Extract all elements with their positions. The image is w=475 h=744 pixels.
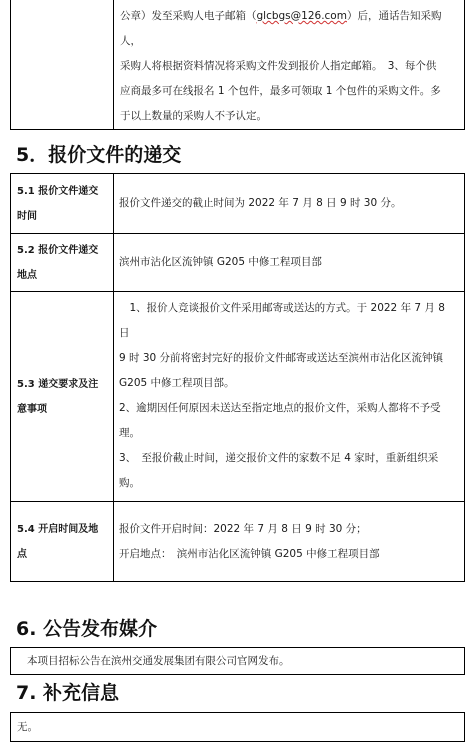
row-label-cell xyxy=(11,502,114,582)
section-7-heading: 7. 补充信息 xyxy=(16,682,120,704)
top-line-1a: 公章）发至采购人电子邮箱（ xyxy=(120,10,257,22)
row-value-line: 报价文件递交的截止时间为 2022 年 7 月 8 日 9 时 30 分。 xyxy=(119,197,402,209)
top-line-1b: ）后，通话告知采购人， xyxy=(120,10,442,47)
row-label-line2: 意事项 xyxy=(17,403,47,415)
section-6-cell xyxy=(11,648,465,675)
top-line-4: 于以上数量的采购人不予认定。 xyxy=(120,110,267,122)
row-value-line: 理。 xyxy=(119,427,140,439)
row-label-line2: 点 xyxy=(17,548,27,560)
section-6-text: 本项目招标公告在滨州交通发展集团有限公司官网发布。 xyxy=(27,654,290,667)
row-label-line2: 时间 xyxy=(17,210,37,222)
row-value-line: 报价文件开启时间：2022 年 7 月 8 日 9 时 30 分； xyxy=(119,522,367,535)
row-value-line: 3、 至报价截止时间，递交报价文件的家数不足 4 家时，重新组织采 xyxy=(119,452,439,464)
row-label-cell xyxy=(11,234,114,292)
row-value-line: G205 中修工程项目部。 xyxy=(119,377,235,389)
row-label-line2: 地点 xyxy=(17,269,37,281)
section-7-cell xyxy=(11,713,465,742)
top-continuation-table xyxy=(10,0,465,130)
section-7-table xyxy=(10,712,465,742)
section-5-heading: 5．报价文件的递交 xyxy=(16,144,182,166)
table-row xyxy=(11,502,465,582)
section-5-table xyxy=(10,173,465,582)
section-7-text: 无。 xyxy=(17,720,38,733)
top-line-3: 应商最多可在线报名 1 个包件，最多可领取 1 个包件的采购文件。多 xyxy=(120,85,441,97)
row-label-line1: 5.4 开启时间及地 xyxy=(17,523,99,535)
section-6-table xyxy=(10,647,465,675)
row-label-line1: 5.2 报价文件递交 xyxy=(17,244,99,256)
row-value-cell xyxy=(114,292,465,502)
top-line-1 xyxy=(120,4,458,54)
row-value-cell xyxy=(114,502,465,582)
row-value-cell xyxy=(114,234,465,292)
row-value-line: 购。 xyxy=(119,477,140,489)
top-label-cell xyxy=(11,0,114,130)
table-row xyxy=(11,174,465,234)
table-row xyxy=(11,292,465,502)
table-row xyxy=(11,234,465,292)
section-6-heading: 6. 公告发布媒介 xyxy=(16,618,158,640)
row-value-cell xyxy=(114,174,465,234)
row-value-line: 9 时 30 分前将密封完好的报价文件邮寄或送达至滨州市沾化区流钟镇 xyxy=(119,352,444,364)
row-label-cell xyxy=(11,174,114,234)
row-label-line1: 5.3 递交要求及注 xyxy=(17,378,99,390)
top-value-cell xyxy=(114,0,465,130)
row-value-line: 1、报价人竞谈报价文件采用邮寄或送达的方式。于 2022 年 7 月 8 日 xyxy=(119,302,445,339)
top-line-2: 采购人将根据资料情况将采购文件发到报价人指定邮箱。 3、每个供 xyxy=(120,60,437,72)
row-value-line: 2、逾期因任何原因未送达至指定地点的报价文件，采购人都将不予受 xyxy=(119,402,441,414)
row-label-line1: 5.1 报价文件递交 xyxy=(17,185,99,197)
row-value-line: 滨州市沾化区流钟镇 G205 中修工程项目部 xyxy=(119,256,322,268)
row-label-cell xyxy=(11,292,114,502)
email-text: glcbgs@126.com xyxy=(256,10,347,22)
row-value-line: 开启地点： 滨州市沾化区流钟镇 G205 中修工程项目部 xyxy=(119,547,380,560)
